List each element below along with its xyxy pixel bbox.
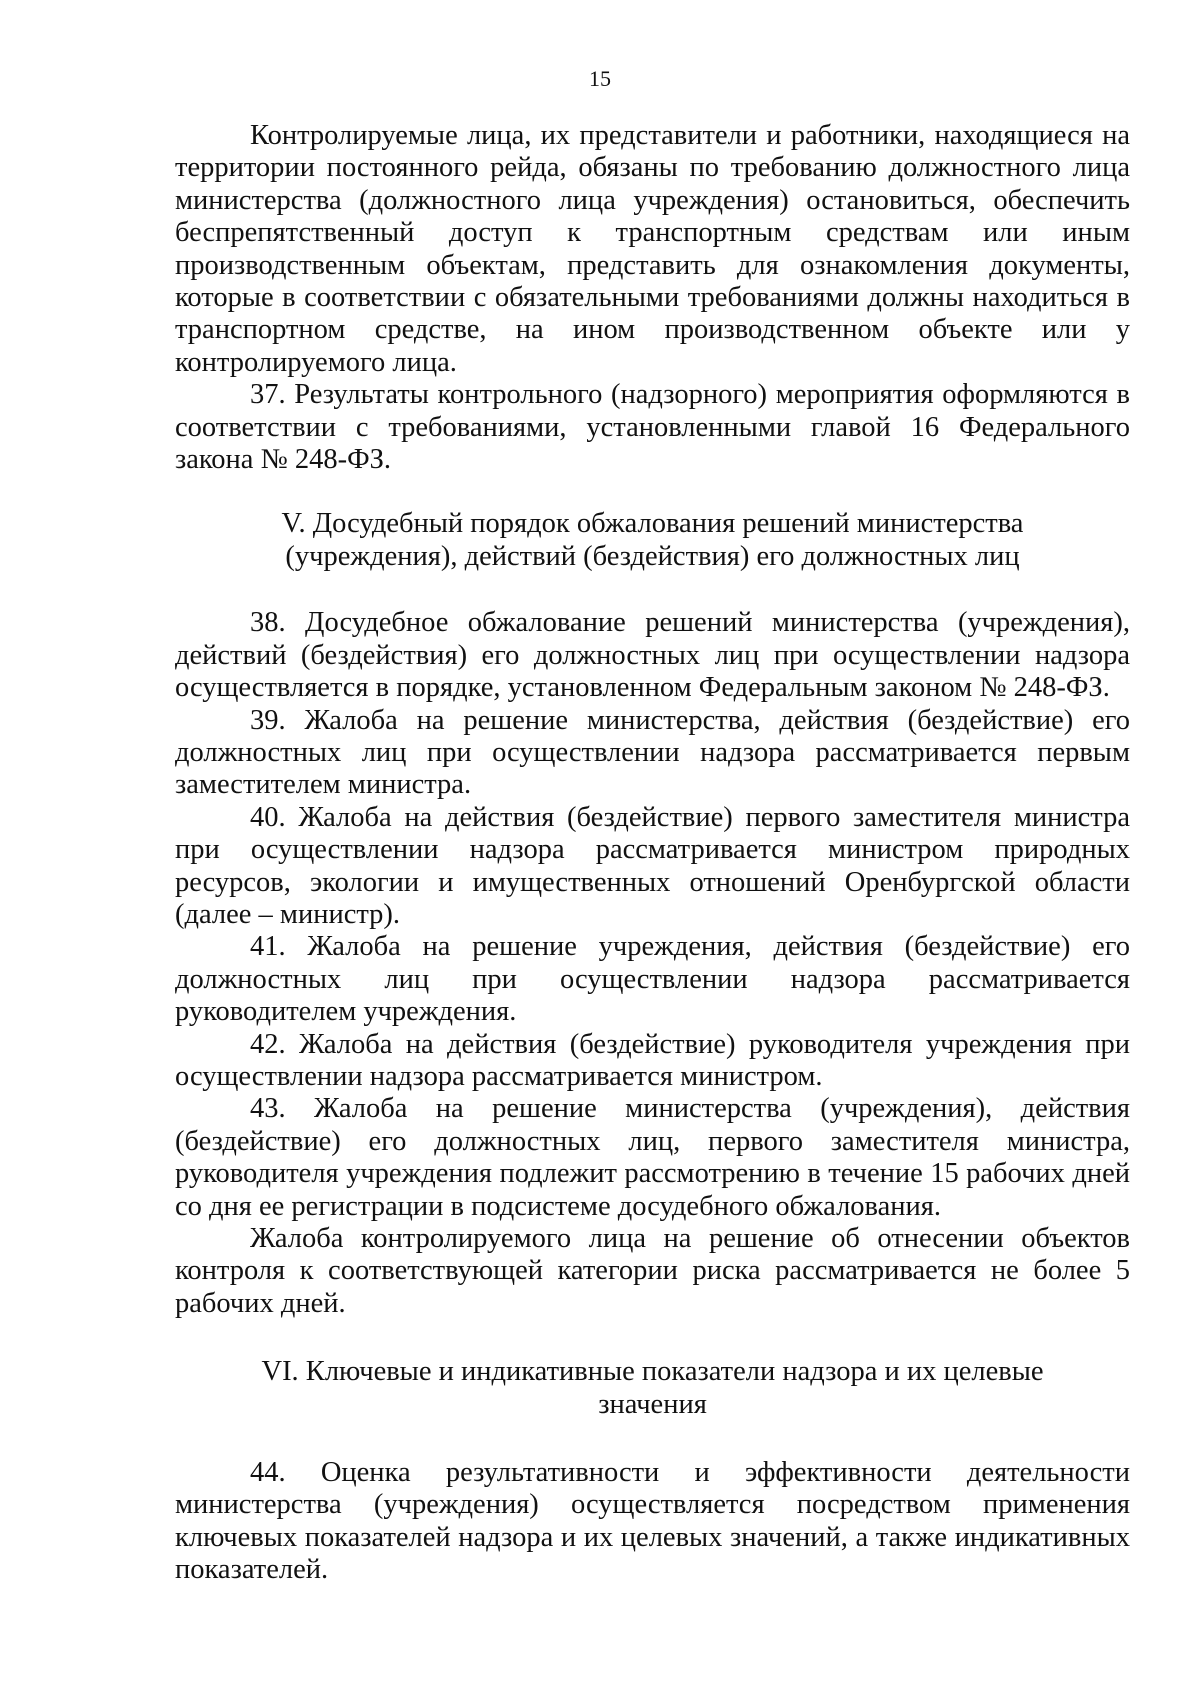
section-v-title-line-1: V. Досудебный порядок обжалования решений министерства (281, 508, 1024, 540)
document-body (175, 120, 1130, 1587)
page-number: 15 (589, 66, 611, 91)
paragraph-42: 42. Жалоба на действия (бездействие) руководителя учреждения при осуществлении надзора рассматривается министром. (175, 1028, 1130, 1092)
paragraph-risk-category-complaint: Жалоба контролируемого лица на решение об отнесении объектов контроля к соответствующей категории риска рассматривается не более 5 рабочих дней. (175, 1223, 1130, 1319)
section-vi-heading (175, 1356, 1130, 1421)
section-vi-body (175, 1457, 1130, 1587)
paragraph-39: 39. Жалоба на решение министерства, действия (бездействие) его должностных лиц при осуществлении надзора рассматривается первым заместителем министра. (175, 704, 1130, 801)
paragraph-43: 43. Жалоба на решение министерства (учреждения), действия (бездействие) его должностных лиц, первого заместителя министра, руководителя учреждения подлежит рассмотрению в течение 15 рабочих дней со дня ее регистрации в подсистеме досудебного обжалования. (175, 1093, 1130, 1222)
paragraph-41: 41. Жалоба на решение учреждения, действия (бездействие) его должностных лиц при осуществлении надзора рассматривается руководителем учреждения. (175, 931, 1130, 1028)
section-vi-title-line-2: значения (598, 1388, 707, 1420)
paragraph-controlled-persons-raid: Контролируемые лица, их представители и работники, находящиеся на территории постоянного рейда, обязаны по требованию должностного лица министерства (должностного лица учреждения) остановиться, обеспечить беспрепятственный доступ к транспортным средствам или иным производственным объектам, представить для ознакомления документы, которые в соответствии с обязательными требованиями должны находиться в транспортном средстве, на ином производственном объекте или у контролируемого лица. (175, 120, 1130, 378)
section-v-title-line-2: (учреждения), действий (бездействия) его должностных лиц (285, 540, 1020, 572)
paragraph-37: 37. Результаты контрольного (надзорного) мероприятия оформляются в соответствии с требованиями, установленными главой 16 Федерального закона № 248-ФЗ. (175, 379, 1130, 476)
section-vi-title-line-1: VI. Ключевые и индикативные показатели надзора и их целевые (261, 1356, 1044, 1388)
paragraph-40: 40. Жалоба на действия (бездействие) первого заместителя министра при осуществлении надзора рассматривается министром природных ресурсов, экологии и имущественных отношений Оренбургской области (далее – министр). (175, 801, 1130, 930)
paragraph-38: 38. Досудебное обжалование решений министерства (учреждения), действий (бездействия) его должностных лиц при осуществлении надзора осуществляется в порядке, установленном Федеральным законом № 248-ФЗ. (175, 607, 1130, 704)
section-v-heading (175, 508, 1130, 573)
section-v-body (175, 607, 1130, 1320)
paragraph-44: 44. Оценка результативности и эффективности деятельности министерства (учреждения) осуществляется посредством применения ключевых показателей надзора и их целевых значений, а также индикативных показателей. (175, 1457, 1130, 1586)
